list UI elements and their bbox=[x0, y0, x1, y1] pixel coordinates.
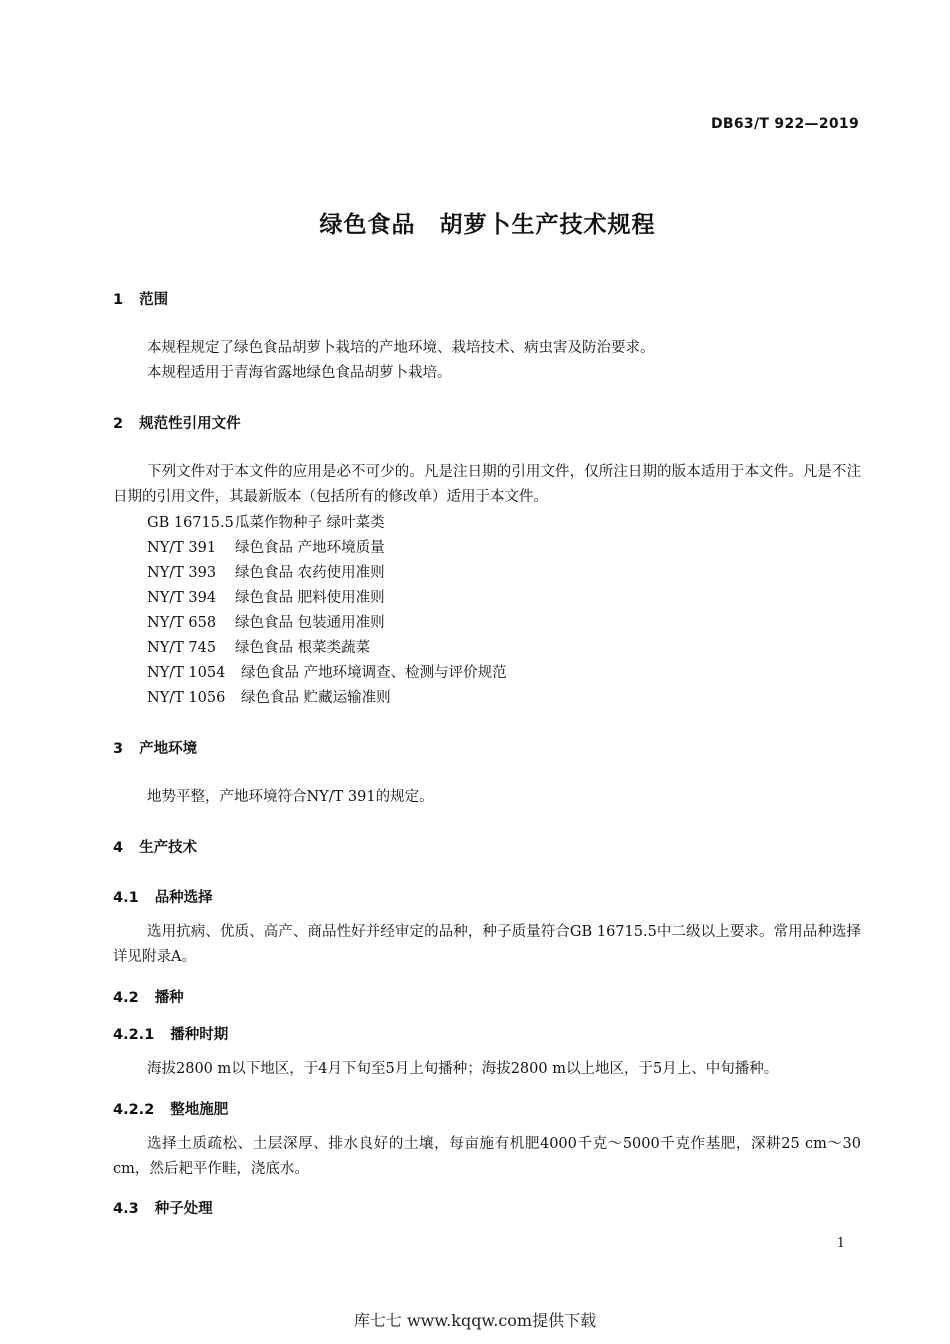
reference-name: 绿色食品 产地环境质量 bbox=[235, 540, 385, 556]
section-4-heading bbox=[113, 836, 197, 857]
section-number: 4 bbox=[113, 840, 124, 856]
reference-name: 绿色食品 贮藏运输准则 bbox=[241, 690, 391, 706]
paragraph: 地势平整，产地环境符合NY/T 391的规定。 bbox=[147, 789, 434, 805]
section-number: 4.2.1 bbox=[113, 1027, 155, 1043]
section-4-1-heading bbox=[113, 886, 213, 907]
paragraph: 本规程规定了绿色食品胡萝卜栽培的产地环境、栽培技术、病虫害及防治要求。 bbox=[147, 340, 655, 356]
section-number: 4.2.2 bbox=[113, 1102, 155, 1118]
paragraph: 本规程适用于青海省露地绿色食品胡萝卜栽培。 bbox=[147, 365, 452, 381]
section-number: 4.1 bbox=[113, 890, 139, 906]
reference-item bbox=[147, 661, 507, 682]
reference-item bbox=[147, 536, 385, 557]
section-title: 品种选择 bbox=[154, 890, 213, 906]
section-4-2-2-heading bbox=[113, 1098, 228, 1119]
section-title: 产地环境 bbox=[139, 741, 198, 757]
reference-item bbox=[147, 686, 391, 707]
paragraph: 下列文件对于本文件的应用是必不可少的。凡是注日期的引用文件，仅所注日期的版本适用于本文件。凡是不注日期的引用文件，其最新版本（包括所有的修改单）适用于本文件。 bbox=[113, 464, 861, 505]
reference-code: NY/T 1056 bbox=[147, 690, 226, 706]
section-title: 播种 bbox=[154, 990, 184, 1006]
section-4-2-1-heading bbox=[113, 1023, 228, 1044]
reference-code: GB 16715.5 bbox=[147, 515, 234, 531]
paragraph: 海拔2800 m以下地区，于4月下旬至5月上旬播种；海拔2800 m以上地区，于5月上、中旬播种。 bbox=[147, 1061, 779, 1077]
reference-name: 绿色食品 包装通用准则 bbox=[235, 615, 385, 631]
paragraph: 选择土质疏松、土层深厚、排水良好的土壤，每亩施有机肥4000千克～5000千克作基肥，深耕25 cm～30 cm，然后耙平作畦，浇底水。 bbox=[113, 1136, 861, 1177]
reference-code: NY/T 394 bbox=[147, 590, 217, 606]
section-title: 范围 bbox=[139, 292, 169, 308]
section-number: 4.2 bbox=[113, 990, 139, 1006]
reference-item bbox=[147, 586, 385, 607]
section-number: 1 bbox=[113, 292, 124, 308]
section-title: 种子处理 bbox=[154, 1201, 213, 1217]
reference-name: 绿色食品 产地环境调查、检测与评价规范 bbox=[241, 665, 507, 681]
reference-code: NY/T 745 bbox=[147, 640, 217, 656]
section-4-3-heading bbox=[113, 1197, 213, 1218]
reference-code: NY/T 391 bbox=[147, 540, 217, 556]
section-number: 2 bbox=[113, 416, 124, 432]
reference-item bbox=[147, 636, 370, 657]
reference-name: 绿色食品 根菜类蔬菜 bbox=[235, 640, 371, 656]
section-3-heading bbox=[113, 737, 197, 758]
reference-name: 瓜菜作物种子 绿叶菜类 bbox=[235, 515, 385, 531]
document-title: 绿色食品 胡萝卜生产技术规程 bbox=[319, 212, 656, 238]
reference-item bbox=[147, 561, 385, 582]
footer-watermark: 库七七 www.kqqw.com提供下载 bbox=[353, 1311, 597, 1330]
section-title: 生产技术 bbox=[139, 840, 198, 856]
reference-code: NY/T 658 bbox=[147, 615, 217, 631]
section-number: 3 bbox=[113, 741, 124, 757]
reference-item bbox=[147, 611, 385, 632]
standard-number: DB63/T 922—2019 bbox=[711, 116, 859, 132]
reference-name: 绿色食品 肥料使用准则 bbox=[235, 590, 385, 606]
section-1-heading bbox=[113, 288, 168, 309]
reference-item bbox=[147, 511, 385, 532]
section-2-heading bbox=[113, 412, 241, 433]
section-title: 播种时期 bbox=[170, 1027, 229, 1043]
section-number: 4.3 bbox=[113, 1201, 139, 1217]
reference-code: NY/T 393 bbox=[147, 565, 217, 581]
section-title: 整地施肥 bbox=[170, 1102, 229, 1118]
section-4-2-heading bbox=[113, 986, 184, 1007]
section-title: 规范性引用文件 bbox=[139, 416, 241, 432]
paragraph: 选用抗病、优质、高产、商品性好并经审定的品种，种子质量符合GB 16715.5中二级以上要求。常用品种选择详见附录A。 bbox=[113, 924, 861, 965]
reference-code: NY/T 1054 bbox=[147, 665, 226, 681]
reference-name: 绿色食品 农药使用准则 bbox=[235, 565, 385, 581]
page-number: 1 bbox=[836, 1236, 845, 1251]
